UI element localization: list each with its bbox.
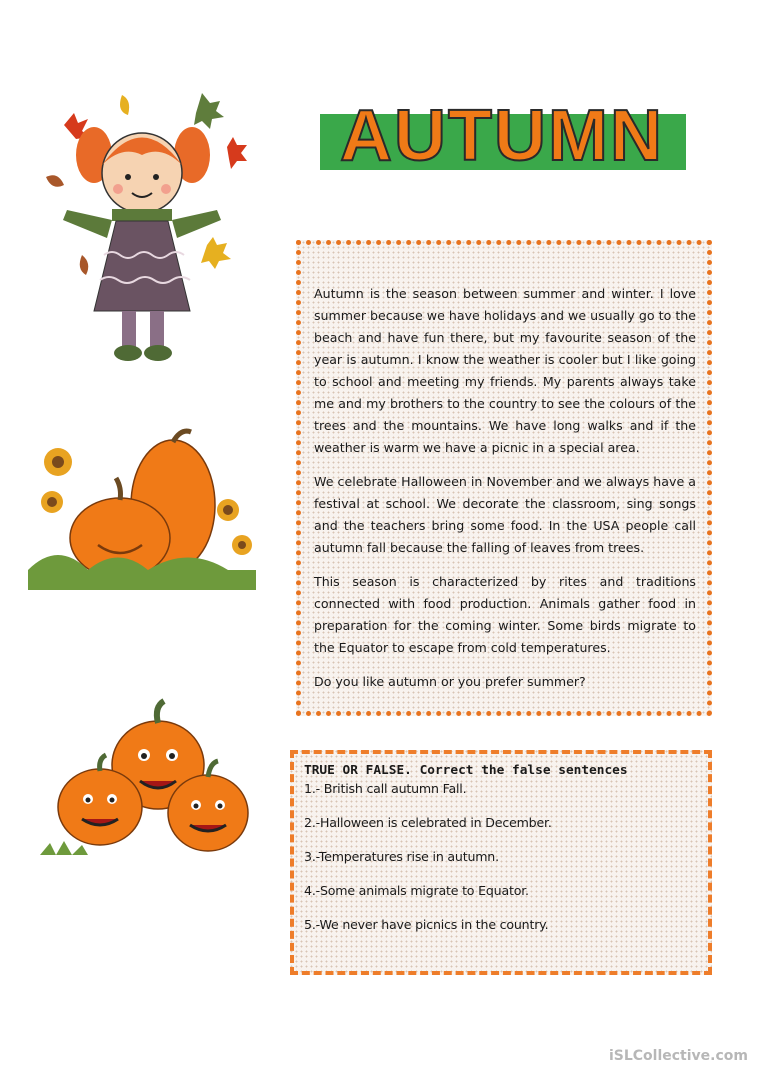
passage-paragraph-2: We celebrate Halloween in November and we always have a festival at school. We decorate the classroom, sing songs and the teachers bring some food. In the USA people call autumn fall because the falling of leaves from trees. (314, 474, 696, 555)
exercise-item-2: 2.-Halloween is celebrated in December. (304, 815, 552, 830)
leaf-icon (194, 93, 224, 129)
passage-question: Do you like autumn or you prefer summer? (314, 674, 586, 689)
reading-passage-box (296, 240, 712, 716)
exercise-heading: TRUE OR FALSE. Correct the false sentences (304, 763, 628, 778)
girl-with-leaves-illustration (42, 85, 257, 370)
title-graphic (312, 92, 692, 180)
exercise-item-3: 3.-Temperatures rise in autumn. (304, 849, 499, 864)
page-title (312, 92, 692, 180)
passage-paragraph-3: This season is characterized by rites and traditions connected with food production. Animals gather food in preparation for the coming winter. Some birds migrate to the Equator to escape from cold temperatures. (314, 574, 696, 655)
exercise-item-5: 5.-We never have picnics in the country. (304, 917, 549, 932)
exercise-item-1: 1.- British call autumn Fall. (304, 781, 467, 796)
exercise-item-4: 4.-Some animals migrate to Equator. (304, 883, 529, 898)
passage-paragraph-1: Autumn is the season between summer and winter. I love summer because we have holidays and we usually go to the beach and have fun there, but my favourite season of the year is autumn. I know the weather is cooler but I like going to school and meeting my friends. My parents always take me and my brothers to the country to see the colours of the trees and the mountains. We have long walks and if the weather is warm we have a picnic in a special area. (314, 286, 696, 455)
true-false-exercise-box (290, 750, 712, 975)
three-pumpkins-illustration (40, 695, 272, 865)
leaf-icon (227, 137, 247, 169)
leaf-icon (80, 255, 89, 275)
pumpkins-with-sunflowers-illustration (28, 420, 256, 590)
leaf-icon (46, 175, 64, 187)
leaf-icon (201, 237, 231, 269)
watermark: iSLCollective.com (608, 1048, 748, 1064)
title-text: AUTUMN (340, 96, 664, 176)
leaf-icon (120, 95, 129, 115)
